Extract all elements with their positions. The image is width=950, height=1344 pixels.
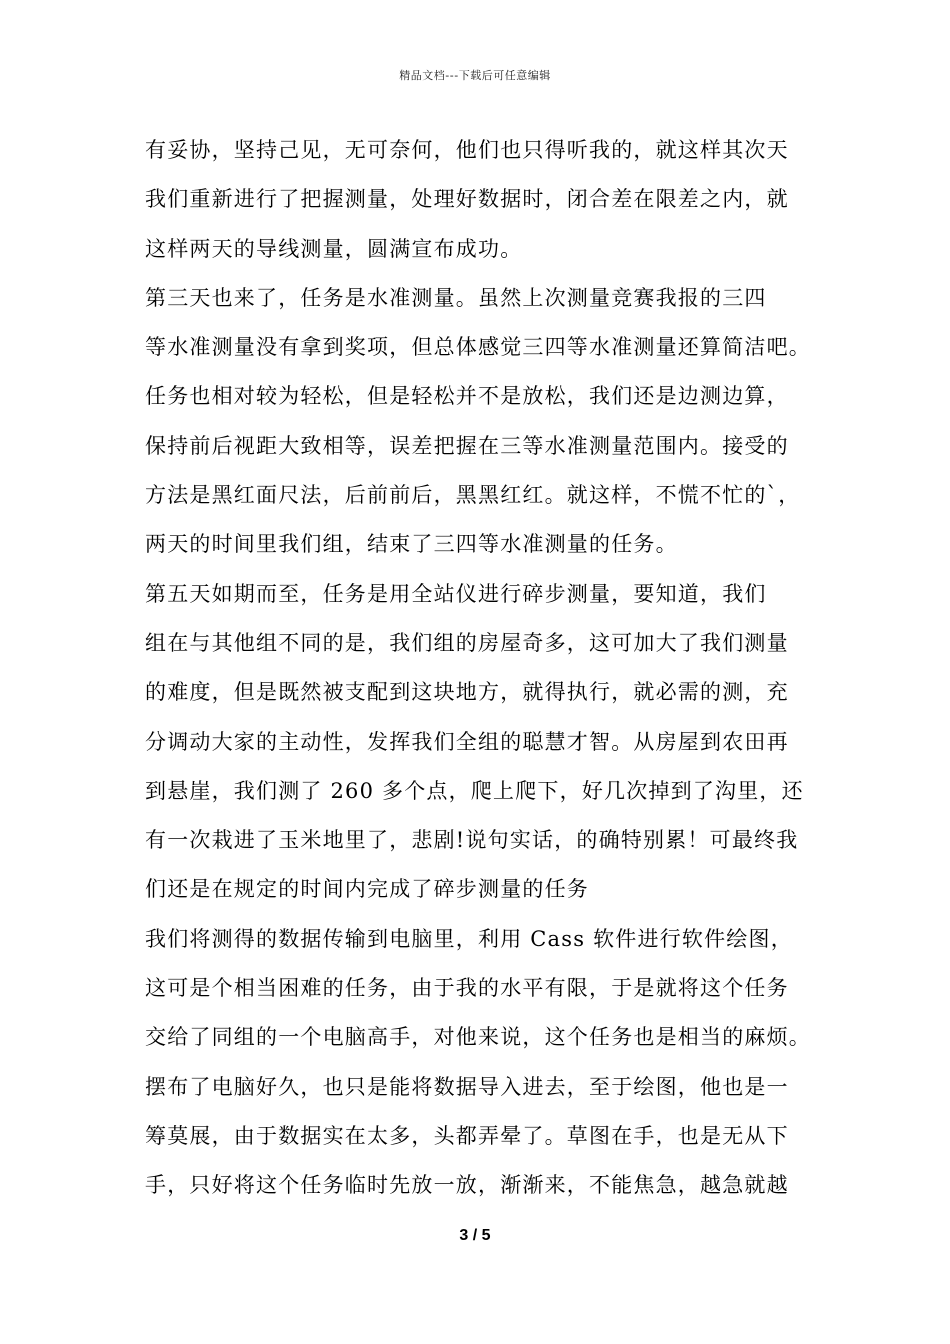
text-line: 第五天如期而至，任务是用全站仪进行碎步测量，要知道，我们 [145,581,767,606]
text-line: 我们将测得的数据传输到电脑里，利用 Cass 软件进行软件绘图， [145,926,793,951]
text-line: 筹莫展，由于数据实在太多，头都弄晕了。草图在手，也是无从下 [145,1123,789,1148]
text-line: 两天的时间里我们组，结束了三四等水准测量的任务。 [145,532,678,557]
text-line: 有妥协，坚持己见，无可奈何，他们也只得听我的，就这样其次天 [145,138,789,162]
text-line: 的难度，但是既然被支配到这块地方，就得执行，就必需的测，充 [145,680,789,705]
text-line: 这可是个相当困难的任务，由于我的水平有限，于是就将这个任务 [145,976,789,1001]
text-line: 我们重新进行了把握测量，处理好数据时，闭合差在限差之内，就 [145,187,789,212]
text-line: 手，只好将这个任务临时先放一放，渐渐来，不能焦急，越急就越 [145,1173,789,1198]
text-line: 交给了同组的一个电脑高手，对他来说，这个任务也是相当的麻烦。 [145,1025,811,1050]
text-line: 这样两天的导线测量，圆满宣布成功。 [145,236,523,261]
page-number: 3 / 5 [459,1227,491,1244]
text-line: 到悬崖，我们测了 260 多个点，爬上爬下，好几次掉到了沟里，还 [145,778,804,803]
text-line: 有一次栽进了玉米地里了，悲剧!说句实话，的确特别累！可最终我 [145,828,799,853]
body-text [145,126,815,1211]
text-line: 第三天也来了，任务是水准测量。虽然上次测量竞赛我报的三四 [145,285,767,310]
text-line: 保持前后视距大致相等，误差把握在三等水准测量范围内。接受的 [145,433,789,458]
text-line: 组在与其他组不同的是，我们组的房屋奇多，这可加大了我们测量 [145,630,789,655]
text-line: 摆布了电脑好久，也只是能将数据导入进去，至于绘图，他也是一 [145,1074,789,1099]
text-line: 等水准测量没有拿到奖项，但总体感觉三四等水准测量还算简洁吧。 [145,335,811,360]
text-line: 方法是黑红面尺法，后前前后，黑黑红红。就这样，不慌不忙的`， [145,483,801,508]
page-header: 精品文档---下载后可任意编辑 [399,69,551,82]
text-line: 分调动大家的主动性，发挥我们全组的聪慧才智。从房屋到农田再 [145,729,789,754]
text-line: 任务也相对较为轻松，但是轻松并不是放松，我们还是边测边算， [145,384,789,409]
text-line: 们还是在规定的时间内完成了碎步测量的任务 [145,877,589,902]
